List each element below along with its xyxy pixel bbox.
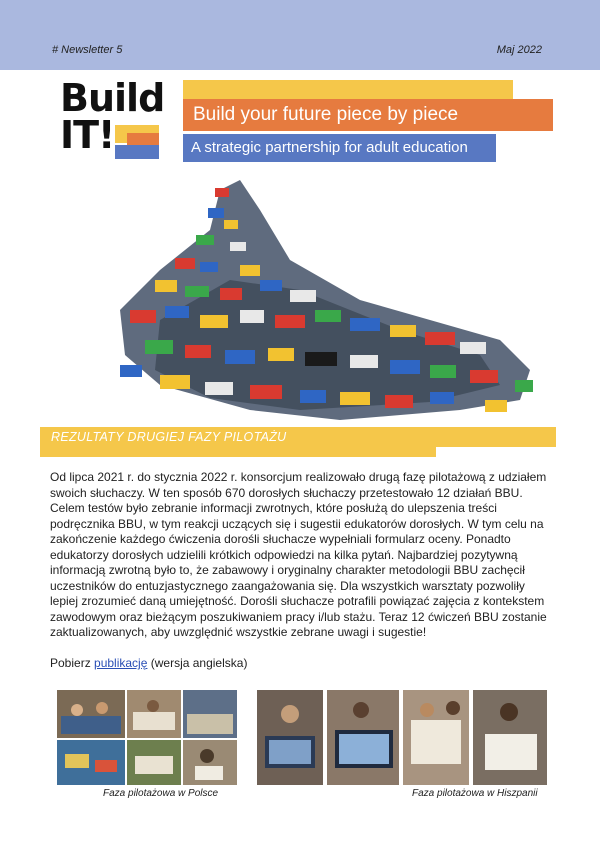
caption-spain: Faza pilotażowa w Hiszpanii xyxy=(412,788,538,799)
top-band xyxy=(0,0,600,70)
subtitle-banner: A strategic partnership for adult education xyxy=(183,134,496,162)
download-line xyxy=(50,656,247,670)
tagline-banner: Build your future piece by piece xyxy=(183,99,553,131)
caption-poland: Faza pilotażowa w Polsce xyxy=(103,788,219,799)
publication-link[interactable]: publikację xyxy=(94,656,148,670)
section-title: REZULTATY DRUGIEJ FAZY PILOTAŻU xyxy=(51,430,287,444)
section-body: Od lipca 2021 r. do stycznia 2022 r. konsorcjum realizowało drugą fazę pilotażową z udziałem swoich słuchaczy. W ten sposób 670 dorosłych słuchaczy przetestowało 12 działań BBU. Celem testów było zebranie informacji zwrotnych, które posłużą do ulepszenia treści podręcznika BBU, w tym reakcji uczących się i sugestii edukatorów dorosłych. W tym celu na zakończenie każdego ćwiczenia dorośli słuchacze wypełniali formularz oceny. Ponadto edukatorzy dorosłych udzielili krótkich odpowiedzi na kilka pytań. Najbardziej pozytywną informacją zwrotną było to, że zabawowy i oryginalny charakter metodologii BBU zachęcił uczestników do entuzjastycznego zaangażowania się. Dla wszystkich warsztaty pozwoliły lepiej zrozumieć daną umiejętność. Dorośli słuchacze potrafili powiązać zajęcia z kontekstem zawodowym oraz bieżącym poszukiwaniem pracy i/lub stażu. Teraz 12 ćwiczeń BBU zostanie zaktualizowanych, aby uwzględnić wszystkie zebrane uwagi i sugestie! xyxy=(50,470,547,639)
newsletter-date: Maj 2022 xyxy=(496,44,542,56)
logo-line-1: Build xyxy=(60,76,165,120)
newsletter-issue: # Newsletter 5 xyxy=(52,44,123,56)
banner-accent-bar xyxy=(183,80,513,100)
logo-bricks-icon xyxy=(115,125,159,159)
section-header-accent xyxy=(40,445,436,457)
lego-bricks-pile-image xyxy=(100,170,540,420)
build-it-logo xyxy=(60,76,170,165)
download-prefix: Pobierz xyxy=(50,656,95,670)
download-suffix: (wersja angielska) xyxy=(147,656,248,670)
logo-line-2: IT! xyxy=(60,113,115,157)
spain-photo-collage xyxy=(257,690,547,785)
poland-photo-collage xyxy=(57,690,237,785)
